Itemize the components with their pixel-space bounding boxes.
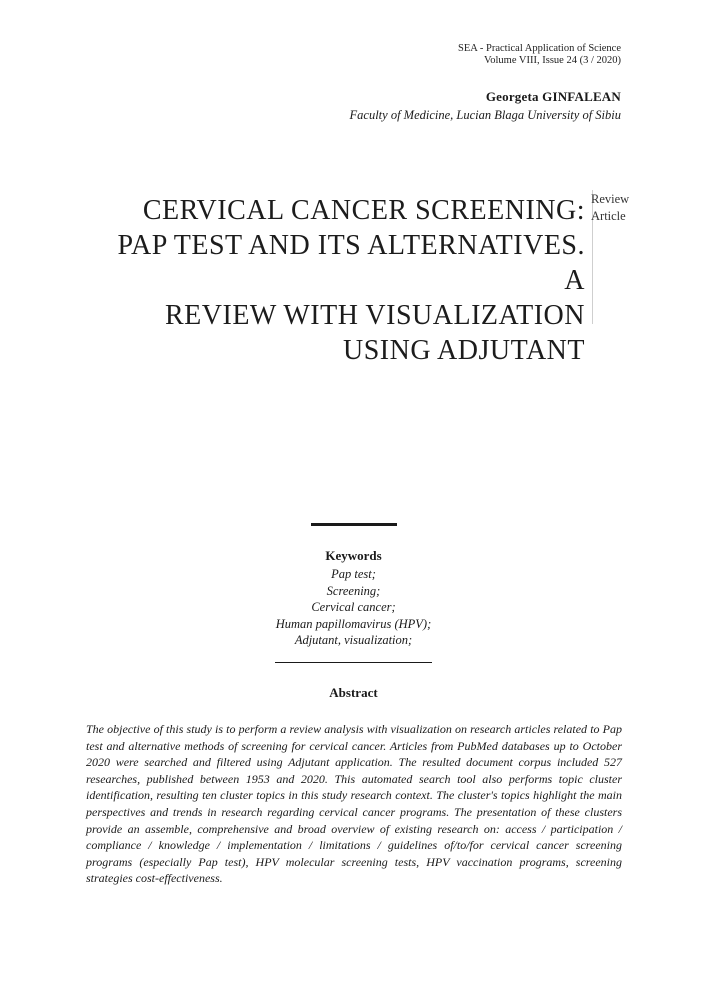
keywords-heading: Keywords: [325, 548, 382, 563]
author-affiliation: Faculty of Medicine, Lucian Blaga University of Sibiu: [349, 108, 621, 122]
abstract-divider: [275, 662, 432, 663]
keyword-item: Adjutant, visualization;: [294, 633, 413, 647]
title-line: PAP TEST AND ITS ALTERNATIVES. A: [117, 230, 585, 296]
abstract-text: The objective of this study is to perform a review analysis with visualization on research articles related to Pap test and alternative methods of screening for cervical cancer. Articles from PubMed databases up to October 2020 were searched and filtered using Adjutant application. The resulted document corpus included 527 researches, published between 1953 and 2020. This automated search tool also performs topic cluster identification, resulting ten cluster topics in this study research context. The cluster's topics highlight the main perspectives and trends in research regarding cervical cancer programs. The presentation of these clusters provide an assemble, comprehensive and broad overview of existing research on: access / participation / compliance / knowledge / implementation / limitations / guidelines of/to/for cervical cancer screening programs (especially Pap test), HPV molecular screening tests, HPV vaccination programs, screening strategies cost-effectiveness.: [86, 722, 622, 886]
journal-name: SEA - Practical Application of Science: [458, 43, 621, 54]
title-line: CERVICAL CANCER SCREENING:: [142, 195, 585, 226]
author-block: [350, 88, 621, 124]
journal-issue: Volume VIII, Issue 24 (3 / 2020): [484, 55, 621, 66]
journal-header: [458, 43, 621, 67]
keyword-item: Cervical cancer;: [311, 600, 396, 614]
paper-title: [105, 193, 585, 368]
title-line: REVIEW WITH VISUALIZATION: [165, 300, 585, 331]
article-type-line: Review: [591, 192, 630, 206]
article-type-line: Article: [591, 209, 626, 223]
keywords-divider: [311, 523, 397, 526]
article-type: [591, 191, 629, 225]
keyword-item: Human papillomavirus (HPV);: [275, 616, 432, 631]
abstract-heading: Abstract: [329, 685, 378, 700]
keywords-list: [0, 566, 707, 649]
keyword-item: Pap test;: [331, 567, 376, 581]
keyword-item: Screening;: [326, 583, 381, 598]
title-line: USING ADJUTANT: [343, 335, 585, 366]
author-name: Georgeta GINFALEAN: [485, 89, 621, 104]
